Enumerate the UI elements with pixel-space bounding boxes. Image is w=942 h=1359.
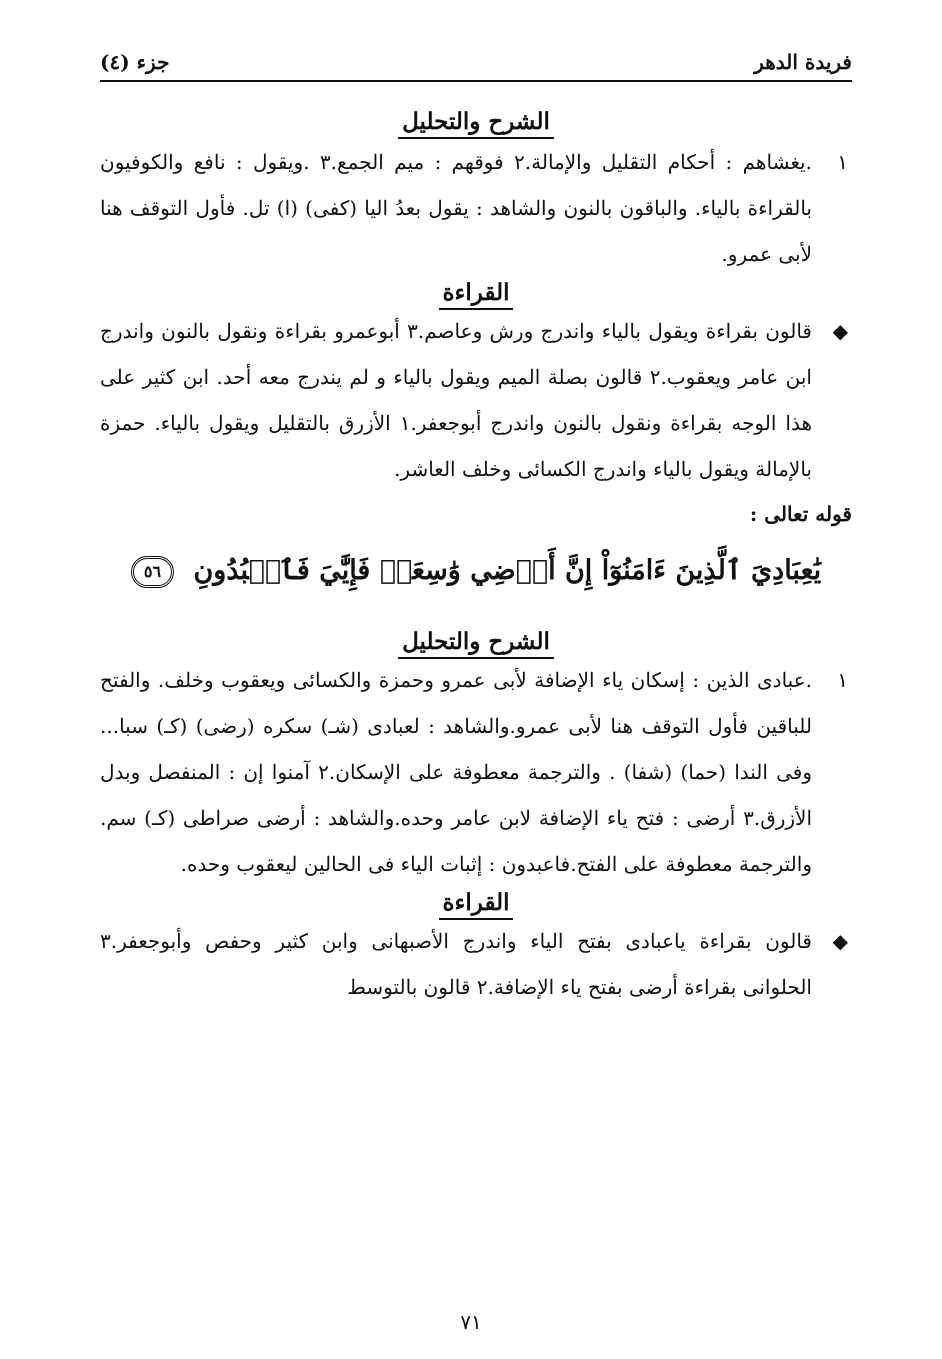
reading-paragraph-2 bbox=[100, 918, 852, 1010]
diamond-bullet-icon: ◆ bbox=[832, 319, 848, 343]
section-heading-sharh-1: الشرح والتحليل bbox=[100, 108, 852, 135]
book-title: فريدة الدهر bbox=[754, 50, 852, 74]
diamond-bullet-icon: ◆ bbox=[832, 929, 848, 953]
commentary-text: .عبادى الذين : إسكان ياء الإضافة لأبى عمرو وحمزة والكسائى ويعقوب وخلف. والفتح للباقين فأول التوقف هنا لأبى عمرو.والشاهد : لعبادى (شـ) سكره (رضى) (كـ) سبا... وفى الندا (حما) (شفا) . والترجمة معطوفة على الإسكان.٢ آمنوا إن : المنفصل وبدل الأزرق.٣ أرضى : فتح ياء الإضافة لابن عامر وحده.والشاهد : أرضى صراطى (كـ) سم. والترجمة معطوفة على الفتح.فاعبدون : إثبات الياء فى الحالين ليعقوب وحده. bbox=[100, 668, 812, 876]
item-number: ١ bbox=[837, 668, 848, 692]
section-heading-qiraa-2: القراءة bbox=[100, 889, 852, 916]
part-label: جزء (٤) bbox=[100, 50, 170, 74]
header-rule bbox=[100, 80, 852, 82]
verse-intro-label: قوله تعالى : bbox=[749, 502, 852, 526]
reading-paragraph-1 bbox=[100, 308, 852, 492]
item-number: ١ bbox=[837, 150, 848, 174]
verse-text: يَٰعِبَادِيَ ٱلَّذِينَ ءَامَنُوٓاْ إِنَّ أَرۡضِي وَٰسِعَةٞ فَإِيَّٰيَ فَٱعۡبُدُونِ bbox=[193, 555, 822, 586]
page-number: ٧١ bbox=[460, 1310, 482, 1334]
reading-text: قالون بقراءة ويقول بالياء واندرج ورش وعاصم.٣ أبوعمرو بقراءة ونقول بالنون واندرج ابن عامر ويعقوب.٢ قالون بصلة الميم ويقول بالياء و لم يندرج معه أحد. ابن كثير على هذا الوجه بقراءة ونقول بالنون واندرج أبوجعفر.١ الأزرق بالتقليل ويقول بالياء. حمزة بالإمالة ويقول بالياء واندرج الكسائى وخلف العاشر. bbox=[100, 319, 812, 481]
ayah-number-badge: ٥٦ bbox=[131, 556, 174, 588]
main-content bbox=[100, 108, 852, 1010]
section-heading-qiraa-1: القراءة bbox=[100, 279, 852, 306]
quran-verse bbox=[100, 536, 852, 606]
commentary-paragraph-2 bbox=[100, 657, 852, 887]
section-heading-sharh-2: الشرح والتحليل bbox=[100, 628, 852, 655]
reading-text: قالون بقراءة ياعبادى بفتح الياء واندرج الأصبهانى وابن كثير وحفص وأبوجعفر.٣ الحلوانى بقراءة أرضى بفتح ياء الإضافة.٢ قالون بالتوسط bbox=[100, 929, 812, 999]
running-header bbox=[100, 46, 852, 78]
commentary-text: .يغشاهم : أحكام التقليل والإمالة.٢ فوقهم : ميم الجمع.٣ .ويقول : نافع والكوفيون بالقراءة بالياء. والباقون بالنون والشاهد : يقول بعدُ اليا (كفى) (ا) تل. فأول التوقف هنا لأبى عمرو. bbox=[100, 150, 812, 266]
commentary-paragraph-1 bbox=[100, 139, 852, 277]
